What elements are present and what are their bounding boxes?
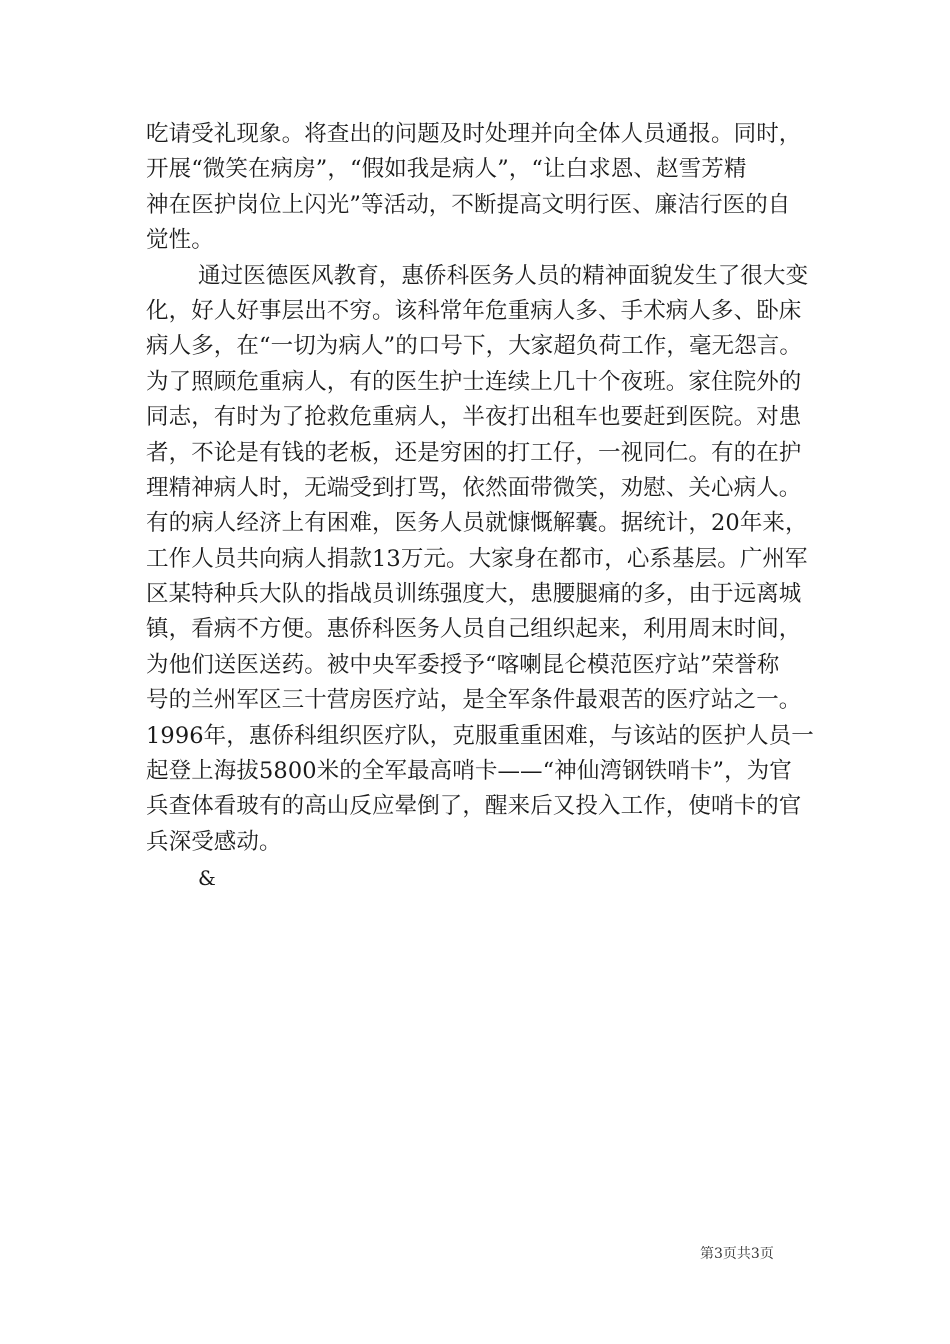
ampersand-mark: &	[198, 866, 216, 891]
body-text	[146, 117, 826, 890]
text-line: 觉性。	[146, 227, 214, 254]
text-line: 开展“微笑在病房”，“假如我是病人”，“让白求恩、赵雪芳精	[146, 156, 747, 183]
text-line: 号的兰州军区三十营房医疗站，是全军条件最艰苦的医疗站之一。	[146, 687, 802, 714]
text-line: 为他们送医送药。被中央军委授予“喀喇昆仑模范医疗站”荣誉称	[146, 651, 780, 678]
text-line: 化，好人好事层出不穷。该科常年危重病人多、手术病人多、卧床	[146, 297, 802, 324]
text-line: 病人多，在“一切为病人”的口号下，大家超负荷工作，毫无怨言。	[146, 333, 803, 360]
text-line: 区某特种兵大队的指战员训练强度大，患腰腿痛的多，由于远离城	[146, 581, 802, 608]
text-line: 起登上海拔5800米的全军最高哨卡——“神仙湾钢铁哨卡”，为官	[146, 758, 792, 785]
text-line: 理精神病人时，无端受到打骂，依然面带微笑，劝慰、关心病人。	[146, 474, 802, 501]
paragraph-2	[146, 259, 826, 861]
text-line: 同志，有时为了抢救危重病人，半夜打出租车也要赶到医院。对患	[146, 404, 802, 431]
text-line: 神在医护岗位上闪光”等活动，不断提高文明行医、廉洁行医的自	[146, 191, 791, 218]
text-line: 兵深受感动。	[146, 828, 282, 855]
text-line: 者，不论是有钱的老板，还是穷困的打工仔，一视同仁。有的在护	[146, 439, 802, 466]
page-number-footer: 第3页共3页	[700, 1246, 774, 1262]
text-line: 为了照顾危重病人，有的医生护士连续上几十个夜班。家住院外的	[146, 368, 802, 395]
text-line: 通过医德医风教育，惠侨科医务人员的精神面貌发生了很大变	[198, 262, 809, 289]
text-line: 兵查体看玻有的高山反应晕倒了，醒来后又投入工作，使哨卡的官	[146, 793, 802, 820]
text-line: 工作人员共向病人捐款13万元。大家身在都市，心系基层。广州军	[146, 545, 808, 572]
text-line: 镇，看病不方便。惠侨科医务人员自己组织起来，利用周末时间，	[146, 616, 802, 643]
text-line: 1996年，惠侨科组织医疗队，克服重重困难，与该站的医护人员一	[146, 722, 814, 749]
text-line: 吃请受礼现象。将查出的问题及时处理并向全体人员通报。同时，	[146, 121, 802, 147]
paragraph-1	[146, 117, 826, 259]
text-line: 有的病人经济上有困难，医务人员就慷慨解囊。据统计，20年来，	[146, 510, 808, 537]
